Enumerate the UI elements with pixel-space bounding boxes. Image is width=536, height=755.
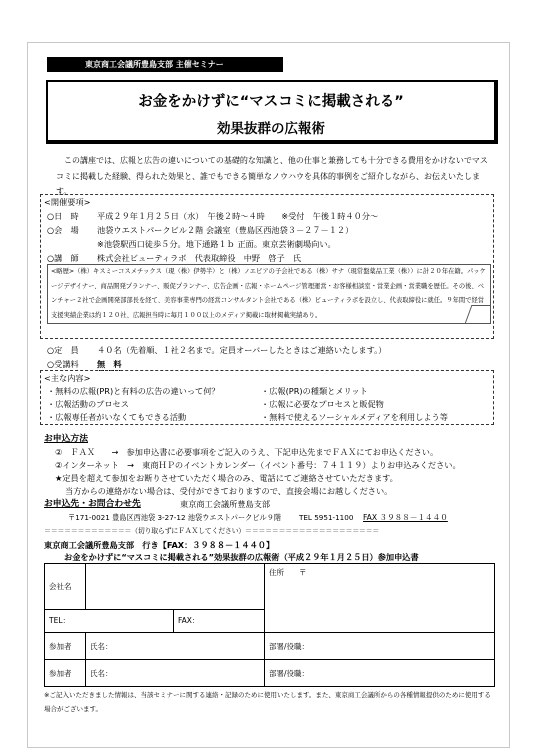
form-to-line: 東京商工会議所豊島支部 行き【FAX：３９８８－１４４０】: [44, 540, 275, 550]
contact-tel: TEL 5951-1100: [299, 513, 354, 522]
apply-heading: お申込方法: [44, 434, 88, 444]
topic-item: ・無料で使えるソーシャルメディアを利用しよう等: [261, 412, 448, 422]
fee-label: ○受講料: [47, 359, 79, 369]
participant-name-field[interactable]: [86, 660, 265, 687]
name-label: 氏名：: [90, 641, 113, 651]
page-fold-decoration: [465, 305, 491, 324]
contact-heading: お申込先・お問合わせ先: [44, 499, 141, 509]
participant-label: 参加者: [45, 660, 86, 687]
tel-field[interactable]: [45, 610, 174, 632]
lecturer-profile: [47, 264, 491, 324]
date-label: ○日 時: [47, 211, 79, 221]
address-field[interactable]: [265, 564, 495, 633]
date-value: 平成２９年１月２５日（水） 午後２時～４時 ※受付 午後１時４０分～: [97, 211, 379, 221]
lecturer-profile-text: <略歴>（株）キスミーコスメチックス（現（株）伊勢半）と（株）ノエビアの子会社である（株）サナ（現常盤薬品工業（株））に計２０年在籍。パッケージデザイナー、商品開発プランナー、販促プランナー、広告企画・広報・ホームページ管理運営・お客様相談室・営業企画・営業職を歴任。その後、ベンチャー２社で企画開発部部長を経て、美容事業専門の経営コンサルタント会社である（株）ビューティラボを設立し、代表取締役に就任。９年間で経営支援実績企業は約１２０社、広報担当時に毎月１００以上のメディア掲載に取材掲載実績あり。: [51, 268, 486, 319]
contact-address: 〒171-0021 豊島区西池袋 3-27-12 池袋ウエストパークビル９階: [68, 513, 282, 522]
application-form: [44, 563, 495, 687]
participant-dept-field[interactable]: [265, 633, 495, 660]
company-label: 会社名: [45, 564, 86, 610]
venue-access: ※池袋駅西口徒歩５分。地下通路１ｂ 正面。東京芸術劇場向い。: [97, 239, 336, 249]
participant-dept-field[interactable]: [265, 660, 495, 687]
organizer-band: 東京商工会議所豊島支部 主催セミナー: [47, 57, 283, 72]
contact-fax: FAX ３９８８－１４４０: [363, 513, 448, 522]
topic-item: ・広報(PR)の種類とメリット: [261, 386, 368, 396]
venue-value: 池袋ウエストパークビル２階 会議室（豊島区西池袋３－２７－１２）: [97, 225, 354, 235]
participant-label: 参加者: [45, 633, 86, 660]
topic-item: ・広報に必要なプロセスと販促物: [261, 399, 384, 409]
seminar-subtitle: 効果抜群の広報術: [217, 121, 325, 137]
participant-name-field[interactable]: [86, 633, 265, 660]
capacity-value: ４０名（先着順、１社２名まで。定員オーバーしたときはご連絡いたします。）: [97, 345, 387, 355]
form-title: お金をかけずに“マスコミに掲載される”効果抜群の広報術（平成２９年１月２５日）参加申込書: [64, 552, 419, 562]
intro-text: この講座では、広報と広告の違いについての基礎的な知識と、他の仕事と兼務しても十分できる費用をかけないでマスコミに掲載した経験、得られた効果と、誰でもできる簡単なノウハウを具体的事例をご紹介しながら、お伝えいたします。: [56, 156, 488, 196]
lecturer-value: 株式会社ビューティラボ 代表取締役 中野 啓子 氏: [97, 253, 302, 263]
capacity-label: ○定 員: [47, 345, 79, 355]
apply-note-1: ★定員を超えて参加をお断りさせていただく場合のみ、電話にてご連絡させていただきます。: [55, 473, 398, 483]
title-box: [46, 80, 498, 144]
lecturer-label: ○講 師: [47, 253, 79, 263]
topic-item: ・広報活動のプロセス: [47, 399, 129, 409]
topic-item: ・広報専任者がいなくてもできる活動: [47, 412, 187, 422]
tel-label: TEL：: [49, 616, 70, 625]
dept-label: 部署/役職：: [269, 668, 310, 678]
contact-org: 東京商工会議所豊島支部: [180, 499, 271, 509]
fax-label: FAX：: [178, 616, 200, 625]
fax-field[interactable]: [174, 610, 264, 632]
apply-fax-line: ② ＦＡＸ → 参加申込書に必要事項をご記入のうえ、下記申込先までＦＡＸにてお申込ください。: [55, 447, 439, 457]
tel-fax-row: [45, 610, 265, 633]
seminar-title: お金をかけずに“マスコミに掲載される”: [138, 94, 404, 110]
cut-line: ＝＝＝＝＝＝＝＝＝＝＝＝＝（切り取らずにＦＡＸしてください）＝＝＝＝＝＝＝＝＝＝＝＝＝＝＝＝＝＝＝＝: [44, 527, 379, 535]
name-label: 氏名：: [90, 668, 113, 678]
privacy-note: ※ご記入いただきました情報は、当該セミナーに関する連絡・記録のために使用いたします。また、東京商工会議所からの各種情報提供のために使用する場合がございます。: [44, 691, 491, 713]
apply-web-line: ②インターネット → 東商ＨＰのイベントカレンダー（イベント番号：７４１１９）よりお申込みください。: [55, 460, 461, 470]
company-field[interactable]: [86, 564, 265, 610]
address-label: 住所 〒: [269, 568, 307, 577]
venue-label: ○会 場: [47, 225, 79, 235]
topics-heading: <主な内容>: [44, 373, 91, 383]
apply-note-2: 当方からの連絡がない場合は、受付ができておりますので、直接会場にお越しください。: [65, 486, 393, 496]
event-heading: <開催要項>: [44, 197, 91, 207]
topic-item: ・無料の広報(PR)と有料の広告の違いって何？: [47, 386, 220, 396]
dept-label: 部署/役職：: [269, 641, 310, 651]
fee-value: 無 料: [97, 359, 122, 369]
